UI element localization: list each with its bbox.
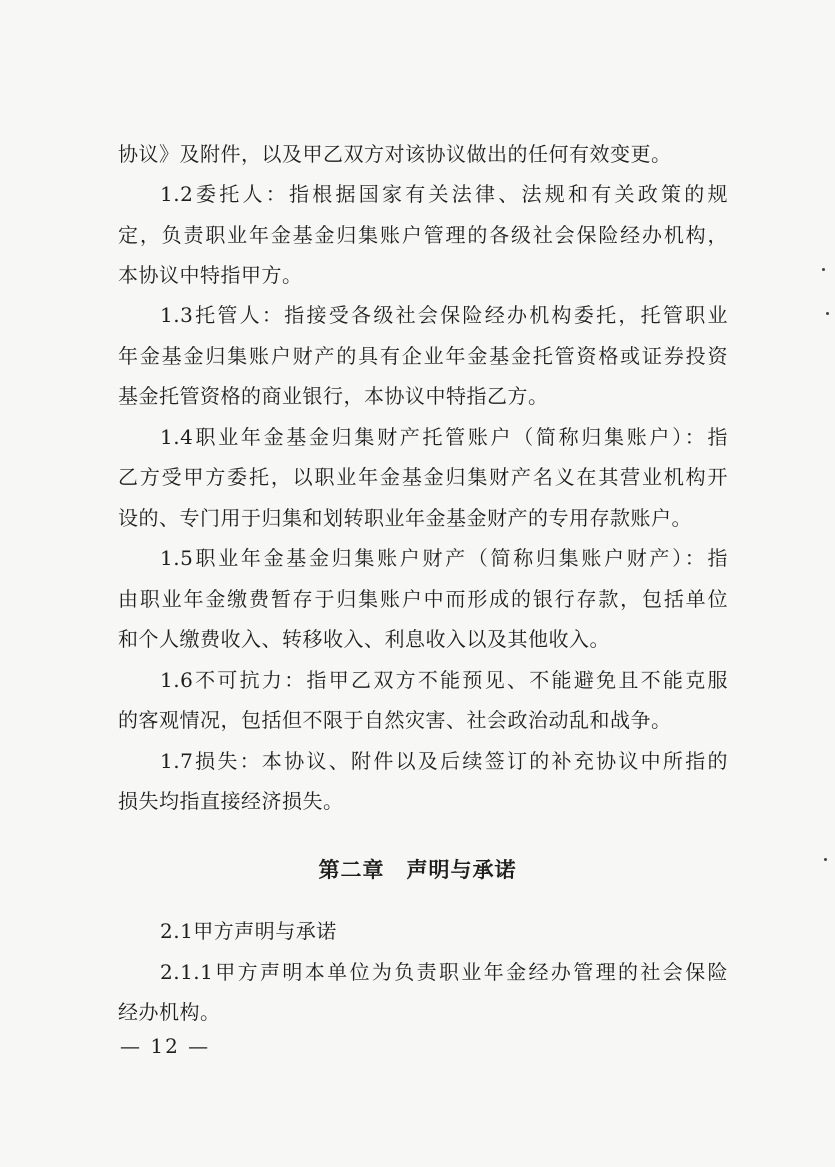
text-line: 和个人缴费收入、转移收入、利息收入以及其他收入。: [118, 627, 610, 651]
text-line: 定，负责职业年金基金归集账户管理的各级社会保险经办机构，: [118, 223, 728, 247]
text-line: 损失均指直接经济损失。: [118, 789, 344, 813]
text-line: 1.6不可抗力：指甲乙双方不能预见、不能避免且不能克服: [160, 668, 728, 692]
text-line: 的客观情况，包括但不限于自然灾害、社会政治动乱和战争。: [118, 708, 672, 732]
scan-speck: [824, 858, 827, 861]
scan-speck: [822, 268, 825, 271]
text-line: 1.3托管人：指接受各级社会保险经办机构委托，托管职业: [160, 303, 728, 327]
page-number: — 12 —: [120, 1034, 211, 1058]
text-line: 1.5职业年金基金归集账户财产（简称归集账户财产）：指: [160, 546, 728, 570]
text-line: 年金基金归集账户财产的具有企业年金基金托管资格或证券投资: [118, 344, 728, 368]
text-line: 协议》及附件，以及甲乙双方对该协议做出的任何有效变更。: [118, 142, 672, 166]
text-line: 乙方受甲方委托，以职业年金基金归集财产名义在其营业机构开: [118, 465, 728, 489]
text-line: 2.1.1甲方声明本单位为负责职业年金经办管理的社会保险: [160, 960, 728, 984]
text-line: 设的、专门用于归集和划转职业年金基金财产的专用存款账户。: [118, 506, 692, 530]
text-line: 由职业年金缴费暂存于归集账户中而形成的银行存款，包括单位: [118, 587, 728, 611]
text-line: 1.7损失：本协议、附件以及后续签订的补充协议中所指的: [160, 749, 728, 773]
text-line: 1.2委托人：指根据国家有关法律、法规和有关政策的规: [160, 182, 728, 206]
text-line: 经办机构。: [118, 1000, 221, 1024]
text-line: 2.1甲方声明与承诺: [160, 919, 337, 943]
scan-speck: [826, 312, 829, 315]
chapter-heading: 第二章 声明与承诺: [318, 857, 517, 882]
text-line: 基金托管资格的商业银行，本协议中特指乙方。: [118, 384, 549, 408]
text-line: 本协议中特指甲方。: [118, 263, 303, 287]
text-line: 1.4职业年金基金归集财产托管账户（简称归集账户）：指: [160, 425, 728, 449]
